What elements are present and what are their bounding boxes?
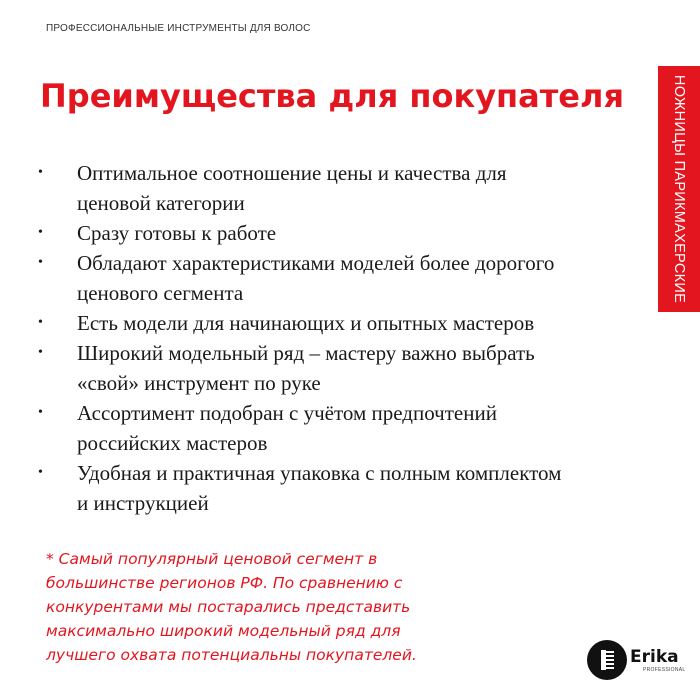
footnote-line: лучшего охвата потенциальны покупателей. <box>46 646 417 664</box>
brand-logo <box>587 640 687 680</box>
list-item <box>0 248 650 308</box>
bullet-icon: • <box>38 255 43 270</box>
benefit-line: Ассортимент подобран с учётом предпочтений <box>77 401 497 425</box>
side-tab <box>658 66 700 312</box>
benefit-line: Есть модели для начинающих и опытных мастеров <box>77 311 535 335</box>
logo-wordmark: Erika <box>630 647 679 667</box>
benefit-line: «свой» инструмент по руке <box>77 371 321 395</box>
bullet-icon: • <box>38 465 43 480</box>
benefit-line: и инструкцией <box>77 491 209 515</box>
benefits-list <box>0 158 650 518</box>
benefit-line: ценового сегмента <box>77 281 244 305</box>
footnote-line: максимально широкий модельный ряд для <box>46 622 401 640</box>
bullet-icon: • <box>38 165 43 180</box>
benefit-line: Оптимальное соотношение цены и качества для <box>77 161 507 185</box>
benefit-line: Широкий модельный ряд – мастеру важно выбрать <box>77 341 535 365</box>
benefit-line: ценовой категории <box>77 191 245 215</box>
side-tab-label: НОЖНИЦЫ ПАРИКМАХЕРСКИЕ <box>671 74 687 304</box>
page-title: Преимущества для покупателя <box>40 77 624 115</box>
benefit-line: Сразу готовы к работе <box>77 221 277 245</box>
benefit-line: Удобная и практичная упаковка с полным комплектом <box>77 461 562 485</box>
header-caption: ПРОФЕССИОНАЛЬНЫЕ ИНСТРУМЕНТЫ ДЛЯ ВОЛОС <box>46 23 311 34</box>
footnote-line: конкурентами мы постарались представить <box>46 598 411 616</box>
list-item <box>0 218 650 248</box>
logo-subtitle: PROFESSIONAL <box>643 667 686 673</box>
bullet-icon: • <box>38 345 43 360</box>
list-item <box>0 338 650 398</box>
benefit-line: российских мастеров <box>77 431 268 455</box>
list-item <box>0 458 650 518</box>
footnote <box>46 547 546 667</box>
list-item <box>0 158 650 218</box>
footnote-line: большинстве регионов РФ. По сравнению с <box>46 574 403 592</box>
bullet-icon: • <box>38 405 43 420</box>
footnote-line: * Самый популярный ценовой сегмент в <box>46 550 378 568</box>
benefit-line: Обладают характеристиками моделей более дорогого <box>77 251 555 275</box>
bullet-icon: • <box>38 225 43 240</box>
bullet-icon: • <box>38 315 43 330</box>
list-item <box>0 308 650 338</box>
comb-icon <box>587 640 627 680</box>
list-item <box>0 398 650 458</box>
